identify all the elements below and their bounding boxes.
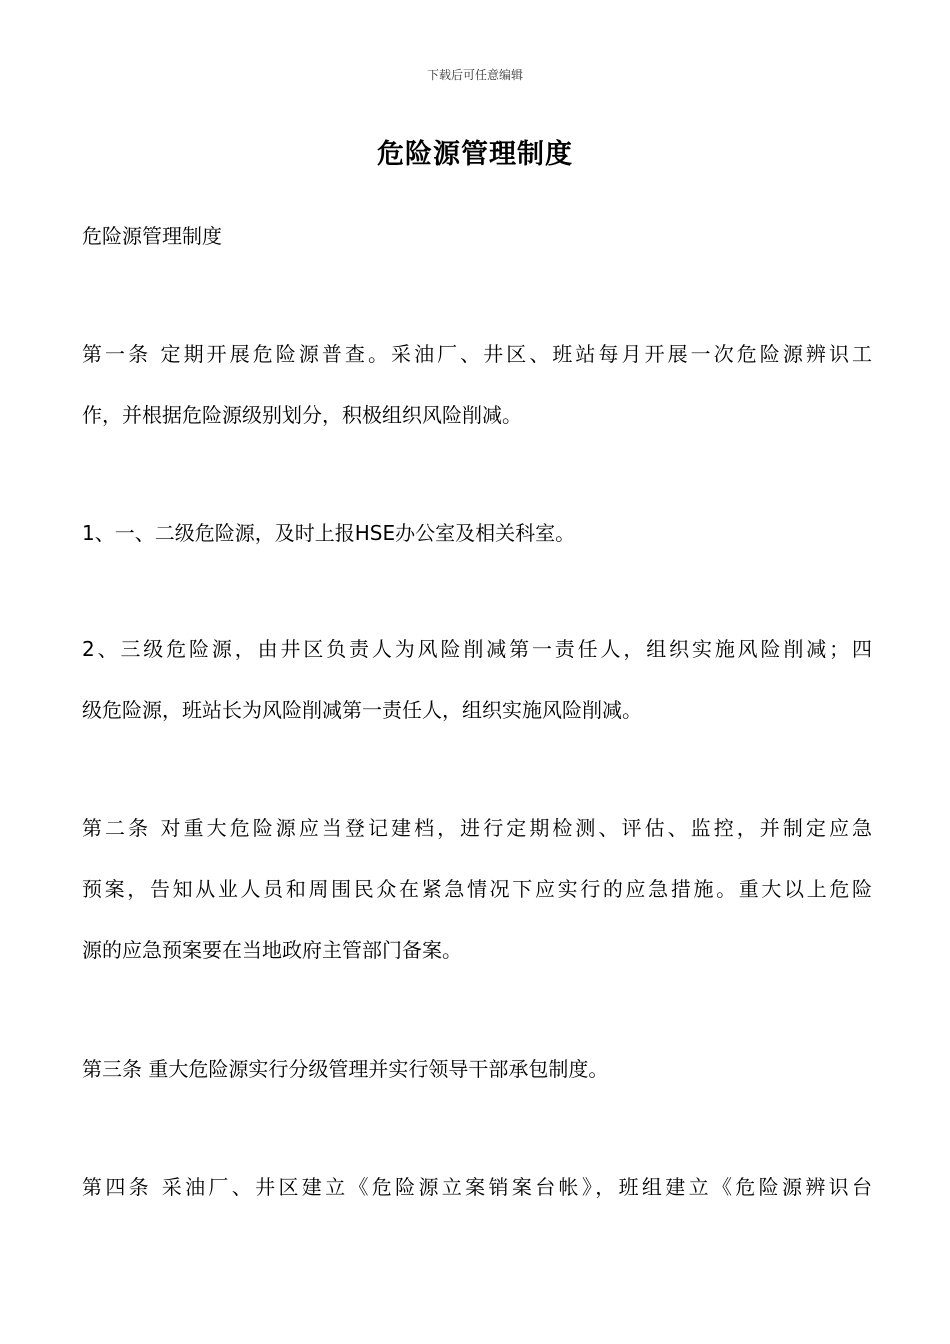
paragraph-line: 源的应急预案要在当地政府主管部门备案。 — [82, 938, 462, 962]
paragraph-article-2 — [82, 798, 872, 981]
paragraph-item-2 — [82, 619, 872, 741]
subtitle-text: 危险源管理制度 — [82, 224, 222, 248]
page-title: 危险源管理制度 — [377, 139, 573, 170]
paragraph-line: 第四条 采油厂、井区建立《危险源立案销案台帐》，班组建立《危险源辨识台 — [82, 1175, 872, 1199]
paragraph-line: 第一条 定期开展危险源普查。采油厂、井区、班站每月开展一次危险源辨识工 — [82, 342, 872, 366]
paragraph-line: 第二条 对重大危险源应当登记建档，进行定期检测、评估、监控，并制定应急 — [82, 816, 872, 840]
paragraph-line: 第三条 重大危险源实行分级管理并实行领导干部承包制度。 — [82, 1057, 609, 1081]
paragraph-line: 级危险源，班站长为风险削减第一责任人，组织实施风险削减。 — [82, 698, 642, 722]
paragraph-article-3 — [82, 1039, 872, 1100]
paragraph-line: 2、三级危险源，由井区负责人为风险削减第一责任人，组织实施风险削减；四 — [82, 637, 872, 661]
paragraph-article-4 — [82, 1157, 872, 1218]
paragraph-line: 作，并根据危险源级别划分，积极组织风险削减。 — [82, 403, 522, 427]
paragraph-line: 1、一、二级危险源，及时上报HSE办公室及相关科室。 — [82, 521, 576, 545]
paragraph-article-1 — [82, 324, 872, 446]
paragraph-line: 预案，告知从业人员和周围民众在紧急情况下应实行的应急措施。重大以上危险 — [82, 877, 872, 901]
document-subtitle — [82, 206, 872, 267]
paragraph-item-1 — [82, 503, 872, 564]
header-note: 下载后可任意编辑 — [426, 68, 523, 82]
